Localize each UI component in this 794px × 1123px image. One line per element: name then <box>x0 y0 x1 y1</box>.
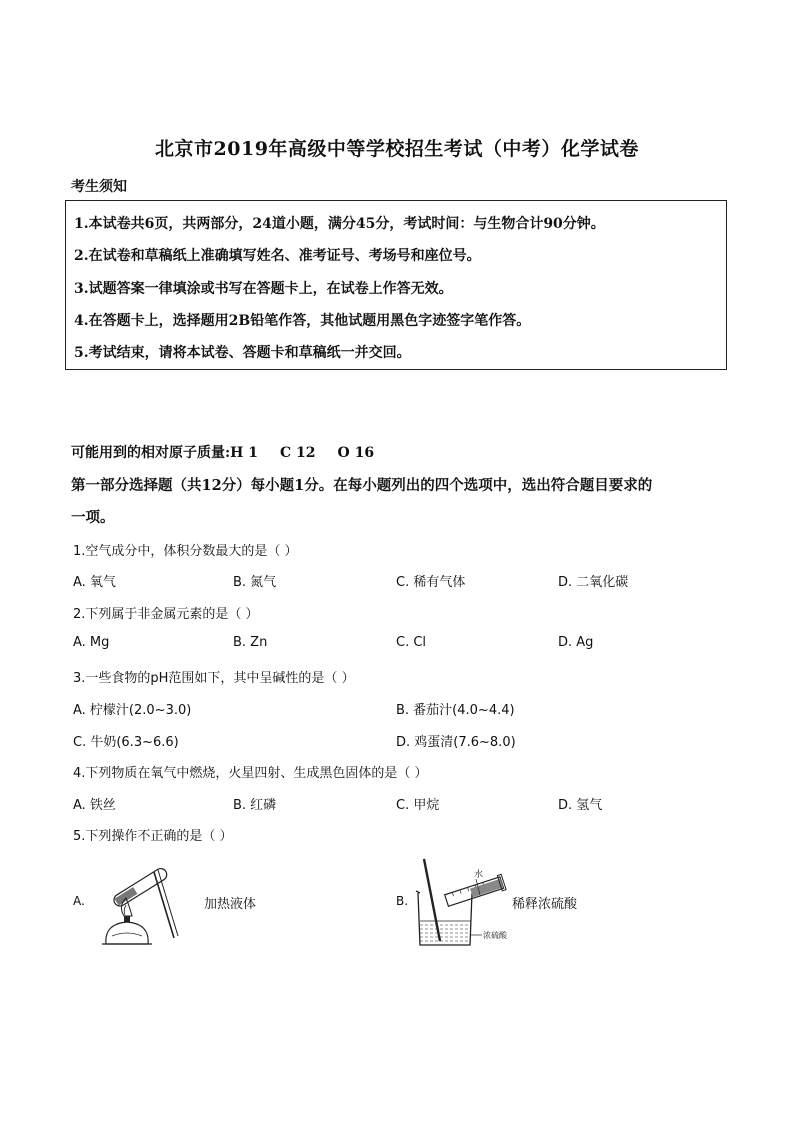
option: C. 甲烷 <box>396 798 440 813</box>
question-stem: 2.下列属于非金属元素的是（ ） <box>73 607 259 622</box>
option: B. 番茄汁(4.0~4.4) <box>396 703 515 718</box>
atomic-mass-label: 可能用到的相对原子质量:H 1 <box>71 445 259 461</box>
question-stem: 4.下列物质在氧气中燃烧，火星四射、生成黑色固体的是（ ） <box>73 766 428 781</box>
option: B. <box>396 894 409 908</box>
atomic-mass-c: C 12 <box>280 445 316 461</box>
option: D. 鸡蛋清(7.6~8.0) <box>396 735 516 750</box>
option: A. 柠檬汁(2.0~3.0) <box>73 703 192 718</box>
question-stem: 1.空气成分中，体积分数最大的是（ ） <box>73 544 298 559</box>
notice-item: 3.试题答案一律填涂或书写在答题卡上，在试卷上作答无效。 <box>74 281 453 297</box>
acid-label: 浓硫酸 <box>483 931 507 940</box>
option: A. Mg <box>73 635 110 650</box>
option: C. 牛奶(6.3~6.6) <box>73 735 179 750</box>
notice-heading: 考生须知 <box>71 179 127 195</box>
option: C. Cl <box>396 635 427 650</box>
question-stem: 5.下列操作不正确的是（ ） <box>73 829 233 844</box>
option: D. Ag <box>558 635 594 650</box>
notice-item: 1.本试卷共6页，共两部分，24道小题，满分45分，考试时间：与生物合计90分钟。 <box>74 216 605 232</box>
part1-instruction-cont: 一项。 <box>71 509 115 526</box>
part1-instruction: 第一部分选择题（共12分）每小题1分。在每小题列出的四个选项中，选出符合题目要求的 <box>71 477 653 494</box>
option: B. 氮气 <box>233 575 277 590</box>
atomic-mass-line <box>71 442 374 462</box>
option: A. <box>73 894 85 908</box>
option: B. 红磷 <box>233 798 277 813</box>
option: D. 氢气 <box>558 798 603 813</box>
notice-item: 2.在试卷和草稿纸上准确填写姓名、准考证号、考场号和座位号。 <box>74 248 481 264</box>
question-stem: 3.一些食物的pH范围如下，其中呈碱性的是（ ） <box>73 671 355 686</box>
page-title: 北京市2019年高级中等学校招生考试（中考）化学试卷 <box>155 138 639 160</box>
water-label: 水 <box>474 870 484 880</box>
dilute-acid-figure <box>410 855 510 950</box>
atomic-mass-o: O 16 <box>337 445 375 461</box>
figure-a-caption: 加热液体 <box>204 897 257 912</box>
notice-item: 5.考试结束，请将本试卷、答题卡和草稿纸一并交回。 <box>74 345 411 361</box>
notice-item: 4.在答题卡上，选择题用2B铅笔作答，其他试题用黑色字迹签字笔作答。 <box>74 313 531 329</box>
option: C. 稀有气体 <box>396 575 466 590</box>
option: A. 铁丝 <box>73 798 116 813</box>
option: D. 二氧化碳 <box>558 575 629 590</box>
notice-box <box>65 200 727 370</box>
option: B. Zn <box>233 635 268 650</box>
heating-liquid-figure <box>96 858 191 948</box>
figure-b-caption: 稀释浓硫酸 <box>512 897 578 912</box>
option: A. 氧气 <box>73 575 116 590</box>
